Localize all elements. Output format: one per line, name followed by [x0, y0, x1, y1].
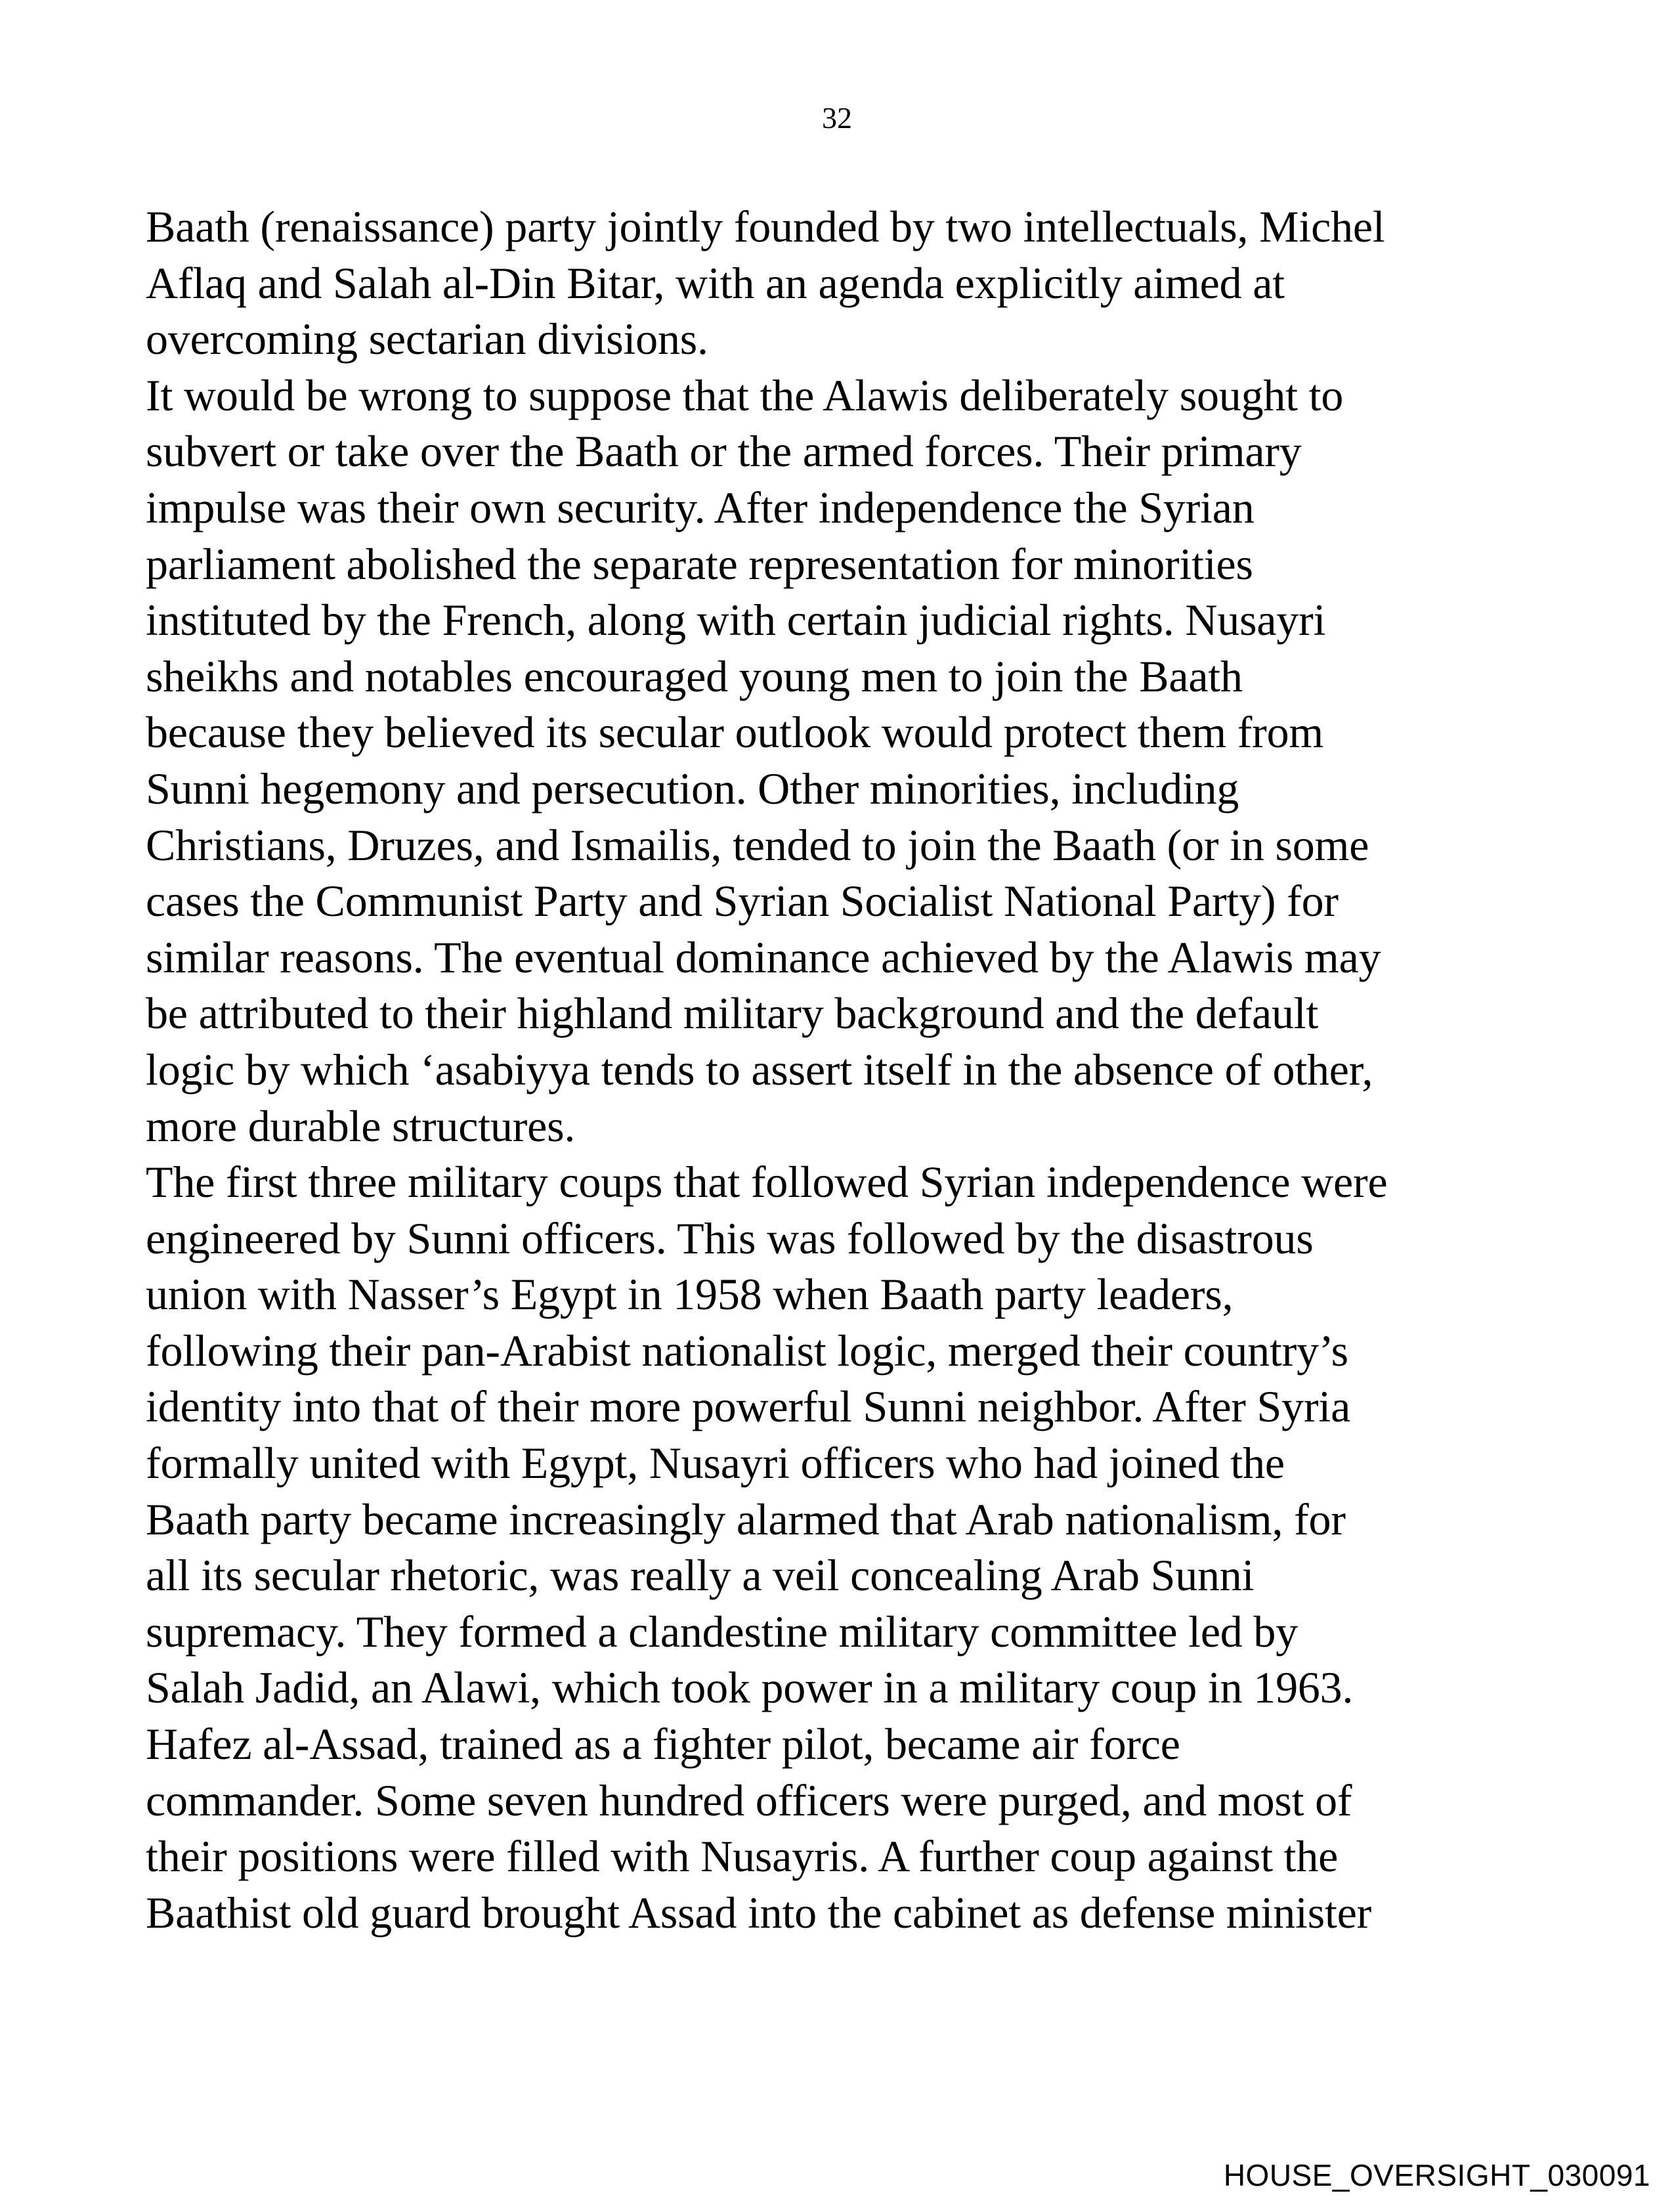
text-line: parliament abolished the separate representation for minorities — [146, 538, 1253, 589]
text-line: their positions were filled with Nusayris. A further coup against the — [146, 1831, 1339, 1882]
text-line: overcoming sectarian divisions. — [146, 314, 708, 364]
text-line: following their pan-Arabist nationalist logic, merged their country’s — [146, 1325, 1348, 1376]
text-line: commander. Some seven hundred officers were purged, and most of — [146, 1775, 1352, 1825]
text-line: sheikhs and notables encouraged young men to join the Baath — [146, 651, 1243, 701]
text-line: be attributed to their highland military background and the default — [146, 988, 1319, 1039]
text-line: It would be wrong to suppose that the Alawis deliberately sought to — [146, 370, 1344, 420]
text-line: Salah Jadid, an Alawi, which took power in a military coup in 1963. — [146, 1662, 1354, 1713]
text-line: logic by which ‘asabiyya tends to assert itself in the absence of other, — [146, 1044, 1373, 1095]
body-text — [146, 199, 1557, 1941]
text-line: Aflaq and Salah al-Din Bitar, with an agenda explicitly aimed at — [146, 257, 1285, 308]
text-line: supremacy. They formed a clandestine military committee led by — [146, 1606, 1298, 1657]
text-line: engineered by Sunni officers. This was followed by the disastrous — [146, 1213, 1314, 1263]
text-line: subvert or take over the Baath or the armed forces. Their primary — [146, 426, 1302, 477]
page-number: 32 — [822, 101, 852, 135]
text-line: because they believed its secular outlook would protect them from — [146, 707, 1324, 758]
text-line: formally united with Egypt, Nusayri officers who had joined the — [146, 1438, 1285, 1488]
text-line: cases the Communist Party and Syrian Socialist National Party) for — [146, 876, 1339, 926]
text-line: Baath party became increasingly alarmed that Arab nationalism, for — [146, 1494, 1346, 1544]
text-line: all its secular rhetoric, was really a veil concealing Arab Sunni — [146, 1550, 1255, 1601]
text-line: Christians, Druzes, and Ismailis, tended to join the Baath (or in some — [146, 819, 1369, 870]
text-line: Baathist old guard brought Assad into the cabinet as defense minister — [146, 1887, 1372, 1938]
document-id-footer: HOUSE_OVERSIGHT_030091 — [1223, 2158, 1650, 2192]
text-line: The first three military coups that followed Syrian independence were — [146, 1157, 1388, 1207]
text-line: identity into that of their more powerful Sunni neighbor. After Syria — [146, 1381, 1351, 1432]
text-line: union with Nasser’s Egypt in 1958 when Baath party leaders, — [146, 1269, 1234, 1320]
text-line: instituted by the French, along with certain judicial rights. Nusayri — [146, 595, 1326, 645]
text-line: Baath (renaissance) party jointly founded by two intellectuals, Michel — [146, 202, 1385, 251]
text-line: Sunni hegemony and persecution. Other minorities, including — [146, 763, 1239, 813]
text-line: impulse was their own security. After independence the Syrian — [146, 482, 1255, 532]
text-line: similar reasons. The eventual dominance achieved by the Alawis may — [146, 932, 1381, 982]
text-line: more durable structures. — [146, 1100, 576, 1151]
text-line: Hafez al-Assad, trained as a fighter pilot, became air force — [146, 1719, 1180, 1769]
